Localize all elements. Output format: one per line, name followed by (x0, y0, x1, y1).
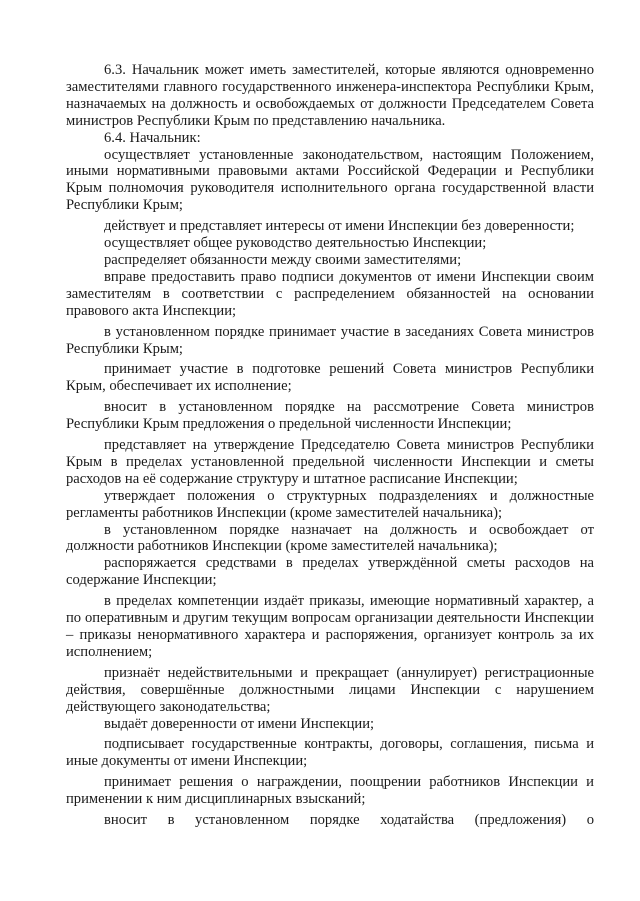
list-item: в установленном порядке назначает на должность и освобождает от должности работников Инспекции (кроме заместителей начальника); (66, 521, 594, 555)
list-item: принимает участие в подготовке решений Совета министров Республики Крым, обеспечивает их исполнение; (66, 361, 594, 395)
list-item: представляет на утверждение Председателю Совета министров Республики Крым в пределах установленной предельной численности Инспекции и сметы расходов на её содержание структуру и штатное расписание Инспекции; (66, 437, 594, 487)
document-page (66, 62, 594, 829)
list-item: распределяет обязанности между своими заместителями; (104, 251, 462, 268)
list-item: выдаёт доверенности от имени Инспекции; (104, 715, 375, 732)
list-item-continued: вносит в установленном порядке ходатайства (предложения) о (104, 812, 594, 829)
list-item: вносит в установленном порядке на рассмотрение Совета министров Республики Крым предложения о предельной численности Инспекции; (66, 399, 594, 433)
list-item: признаёт недействительными и прекращает (аннулирует) регистрационные действия, совершённые должностными лицами Инспекции с нарушением действующего законодательства; (66, 664, 594, 715)
list-item: распоряжается средствами в пределах утверждённой сметы расходов на содержание Инспекции; (66, 555, 594, 589)
list-item: утверждает положения о структурных подразделениях и должностные регламенты работников Инспекции (кроме заместителей начальника); (66, 487, 594, 521)
list-item: действует и представляет интересы от имени Инспекции без доверенности; (104, 218, 575, 235)
list-item: осуществляет общее руководство деятельностью Инспекции; (104, 235, 487, 252)
list-item: подписывает государственные контракты, договоры, соглашения, письма и иные документы от имени Инспекции; (66, 736, 594, 770)
list-item: принимает решения о награждении, поощрении работников Инспекции и применении к ним дисциплинарных взысканий; (66, 774, 594, 808)
paragraph-6-3: 6.3. Начальник может иметь заместителей, которые являются одновременно заместителями главного государственного инженера-инспектора Республики Крым, назначаемых на должность и освобождаемых от должности Председателем Совета министров Республики Крым по представлению начальника. (66, 62, 594, 129)
list-item: в пределах компетенции издаёт приказы, имеющие нормативный характер, а по оперативным и другим текущим вопросам организации деятельности Инспекции – приказы ненормативного характера и распоряжения, организует контроль за их исполнением; (66, 593, 594, 660)
list-item: в установленном порядке принимает участие в заседаниях Совета министров Республики Крым; (66, 323, 594, 357)
paragraph-6-4-heading: 6.4. Начальник: (104, 129, 201, 146)
list-item: вправе предоставить право подписи документов от имени Инспекции своим заместителям в соответствии с распределением обязанностей на основании правового акта Инспекции; (66, 268, 594, 319)
list-item: осуществляет установленные законодательством, настоящим Положением, иными нормативными правовыми актами Российской Федерации и Республики Крым полномочия руководителя исполнительного органа государственной власти Республики Крым; (66, 146, 594, 214)
